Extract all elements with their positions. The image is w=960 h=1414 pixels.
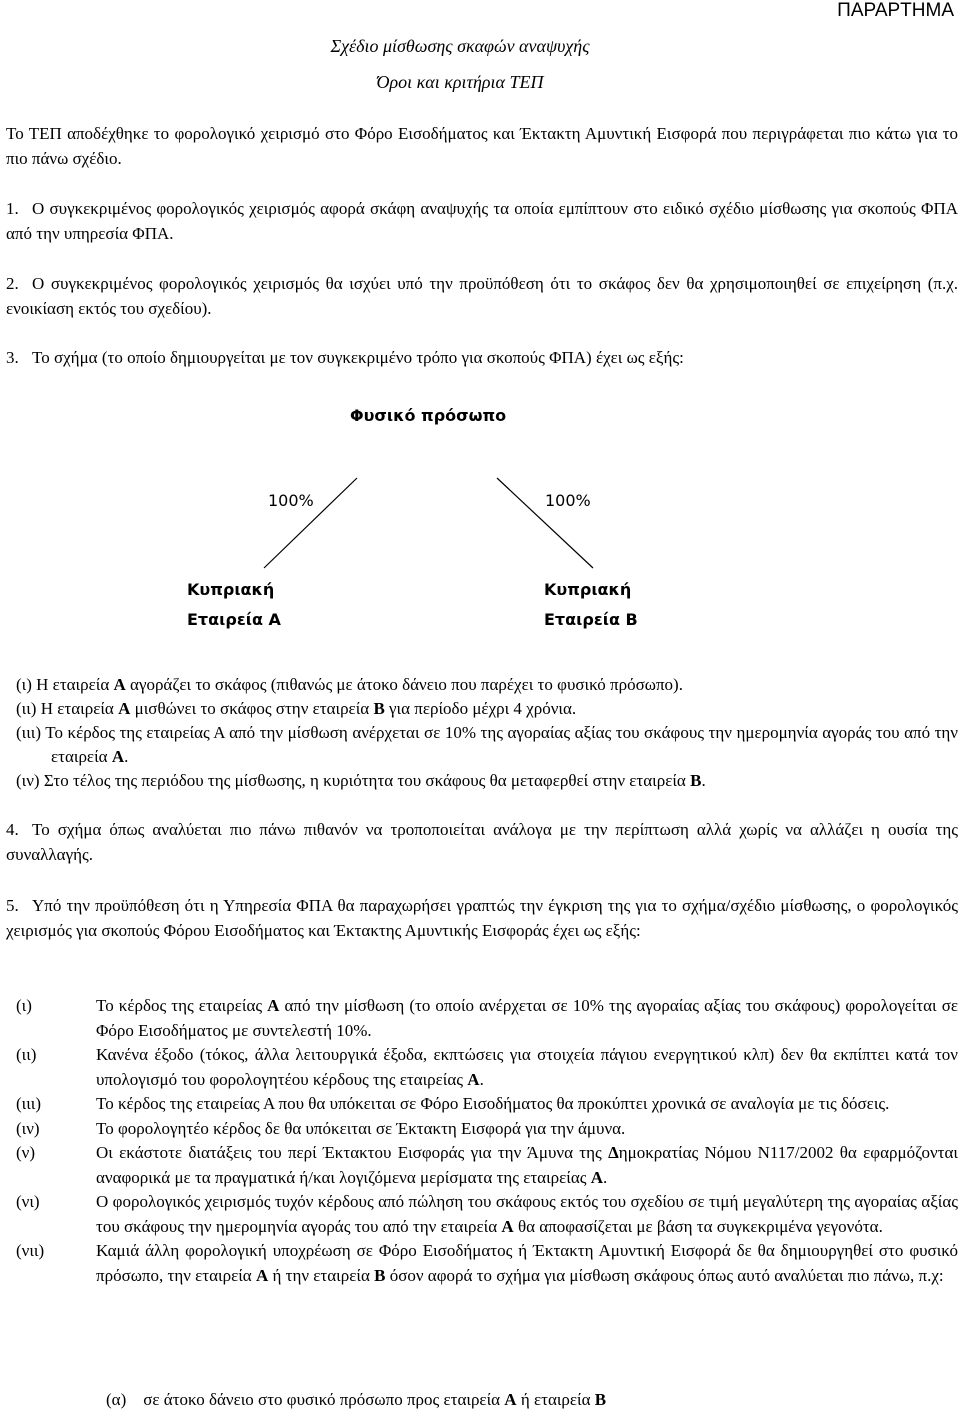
- paragraph-2: 2. Ο συγκεκριμένος φορολογικός χειρισμός θα ισχύει υπό την προϋπόθεση ότι το σκάφος δεν θα χρησιμοποιηθεί σε επιχείρηση (π.χ. ενοικίαση εκτός του σχεδίου).: [6, 271, 958, 321]
- paragraph-5: 5. Υπό την προϋπόθεση ότι η Υπηρεσία ΦΠΑ θα παραχωρήσει γραπτώς την έγκριση της για το σχήμα/σχέδιο μίσθωσης, ο φορολογικός χειρισμός για σκοπούς Φόρου Εισοδήματος και Έκτακτης Αμυντικής Εισφοράς έχει ως εξής:: [6, 893, 958, 943]
- document-subtitle: Όροι και κριτήρια ΤΕΠ: [376, 72, 544, 92]
- company-a-line1: Κυπριακή: [187, 580, 275, 599]
- paragraph-5-list: [16, 994, 958, 1288]
- paragraph-number: 5.: [6, 896, 19, 915]
- paragraph-number: 4.: [6, 820, 19, 839]
- list-item-iv: (ιν) Το φορολογητέο κέρδος δε θα υπόκειται σε Έκτακτη Εισφορά για την άμυνα.: [16, 1118, 626, 1138]
- list-item-v: (ν) Οι εκάστοτε διατάξεις του περί Έκτακτου Εισφοράς για την Άμυνα της Δημοκρατίας Νόμου Ν117/2002 θα εφαρμόζονται αναφορικά με τα πραγματικά ή/και λογιζόμενα μερίσματα της εταιρείας Α.: [16, 1143, 958, 1187]
- right-ownership-percent: 100%: [545, 491, 591, 510]
- company-a-line2: Εταιρεία Α: [187, 610, 281, 629]
- list-item-ii: (ιι) Κανένα έξοδο (τόκος, άλλα λειτουργικά έξοδα, εκπτώσεις για στοιχεία πάγιου ενεργητικού κλπ) δεν θα εκπίπτει κατά τον υπολογισμό του φορολογητέου κέρδους της εταιρείας Α.: [16, 1045, 958, 1089]
- diagram-lines: [0, 0, 960, 700]
- subitem-i: (ι) Η εταιρεία Α αγοράζει το σκάφος (πιθανώς με άτοκο δάνειο που παρέχει το φυσικό πρόσωπο).: [16, 675, 683, 694]
- paragraph-number: 3.: [6, 348, 19, 367]
- list-item-vii: (νιι) Καμιά άλλη φορολογική υποχρέωση σε Φόρο Εισοδήματος ή Έκτακτη Αμυντική Εισφορά δε θα δημιουργηθεί στο φυσικό πρόσωπο, την εταιρεία Α ή την εταιρεία Β όσον αφορά το σχήμα για μίσθωση σκάφους όπως αυτό αναλύεται πιο πάνω, π.χ:: [16, 1241, 958, 1285]
- list-item-vi: (νι) Ο φορολογικός χειρισμός τυχόν κέρδους από πώληση του σκάφους εκτός του σχεδίου σε τιμή μεγαλύτερη της αγοραίας αξίας του σκάφους την ημερομηνία αγοράς του από την εταιρεία Α θα αποφασίζεται με βάση τα συγκεκριμένα γεγονότα.: [16, 1192, 958, 1236]
- paragraph-number: 1.: [6, 199, 19, 218]
- individual-node: Φυσικό πρόσωπο: [350, 406, 507, 425]
- list-subitem-alpha: (α) σε άτοκο δάνειο στο φυσικό πρόσωπο προς εταιρεία Α ή εταιρεία Β: [106, 1390, 607, 1409]
- left-ownership-percent: 100%: [268, 491, 314, 510]
- company-b-line1: Κυπριακή: [544, 580, 632, 599]
- paragraph-3-subitems: [8, 673, 958, 793]
- paragraph-4: 4. Το σχήμα όπως αναλύεται πιο πάνω πιθανόν να τροποποιείται ανάλογα με την περίπτωση αλλά χωρίς να αλλάζει η ουσία της συναλλαγής.: [6, 817, 958, 867]
- list-item-iii: (ιιι) Το κέρδος της εταιρείας Α που θα υπόκειται σε Φόρο Εισοδήματος θα προκύπτει χρονικά σε αναλογία με τις δόσεις.: [16, 1094, 890, 1113]
- paragraph-1: 1. Ο συγκεκριμένος φορολογικός χειρισμός αφορά σκάφη αναψυχής τα οποία εμπίπτουν στο ειδικό σχέδιο μίσθωσης για σκοπούς ΦΠΑ από την υπηρεσία ΦΠΑ.: [6, 196, 958, 246]
- paragraph-3: 3. Το σχήμα (το οποίο δημιουργείται με τον συγκεκριμένο τρόπο για σκοπούς ΦΠΑ) έχει ως εξής:: [6, 345, 958, 370]
- company-b-line2: Εταιρεία Β: [544, 610, 638, 629]
- subitem-ii: (ιι) Η εταιρεία Α μισθώνει το σκάφος στην εταιρεία Β για περίοδο μέχρι 4 χρόνια.: [16, 699, 577, 718]
- annex-label: ΠΑΡΑΡΤΗΜΑ: [837, 0, 954, 21]
- list-item-i: (ι) Το κέρδος της εταιρείας Α από την μίσθωση (το οποίο ανέρχεται σε 10% της αγοραίας αξίας του σκάφους) φορολογείται σε Φόρο Εισοδήματος με συντελεστή 10%.: [16, 996, 958, 1040]
- intro-paragraph: Το ΤΕΠ αποδέχθηκε το φορολογικό χειρισμό στο Φόρο Εισοδήματος και Έκτακτη Αμυντική Εισφορά που περιγράφεται πιο κάτω για το πιο πάνω σχέδιο.: [6, 124, 958, 168]
- subitem-iv: (ιν) Στο τέλος της περιόδου της μίσθωσης, η κυριότητα του σκάφους θα μεταφερθεί στην εταιρεία Β.: [16, 771, 706, 790]
- paragraph-number: 2.: [6, 274, 19, 293]
- subitem-iii: (ιιι) Το κέρδος της εταιρείας Α από την μίσθωση ανέρχεται σε 10% της αγοραίας αξίας του σκάφους την ημερομηνία αγοράς του από την εταιρεία Α.: [16, 723, 958, 766]
- document-title: Σχέδιο μίσθωσης σκαφών αναψυχής: [330, 36, 590, 56]
